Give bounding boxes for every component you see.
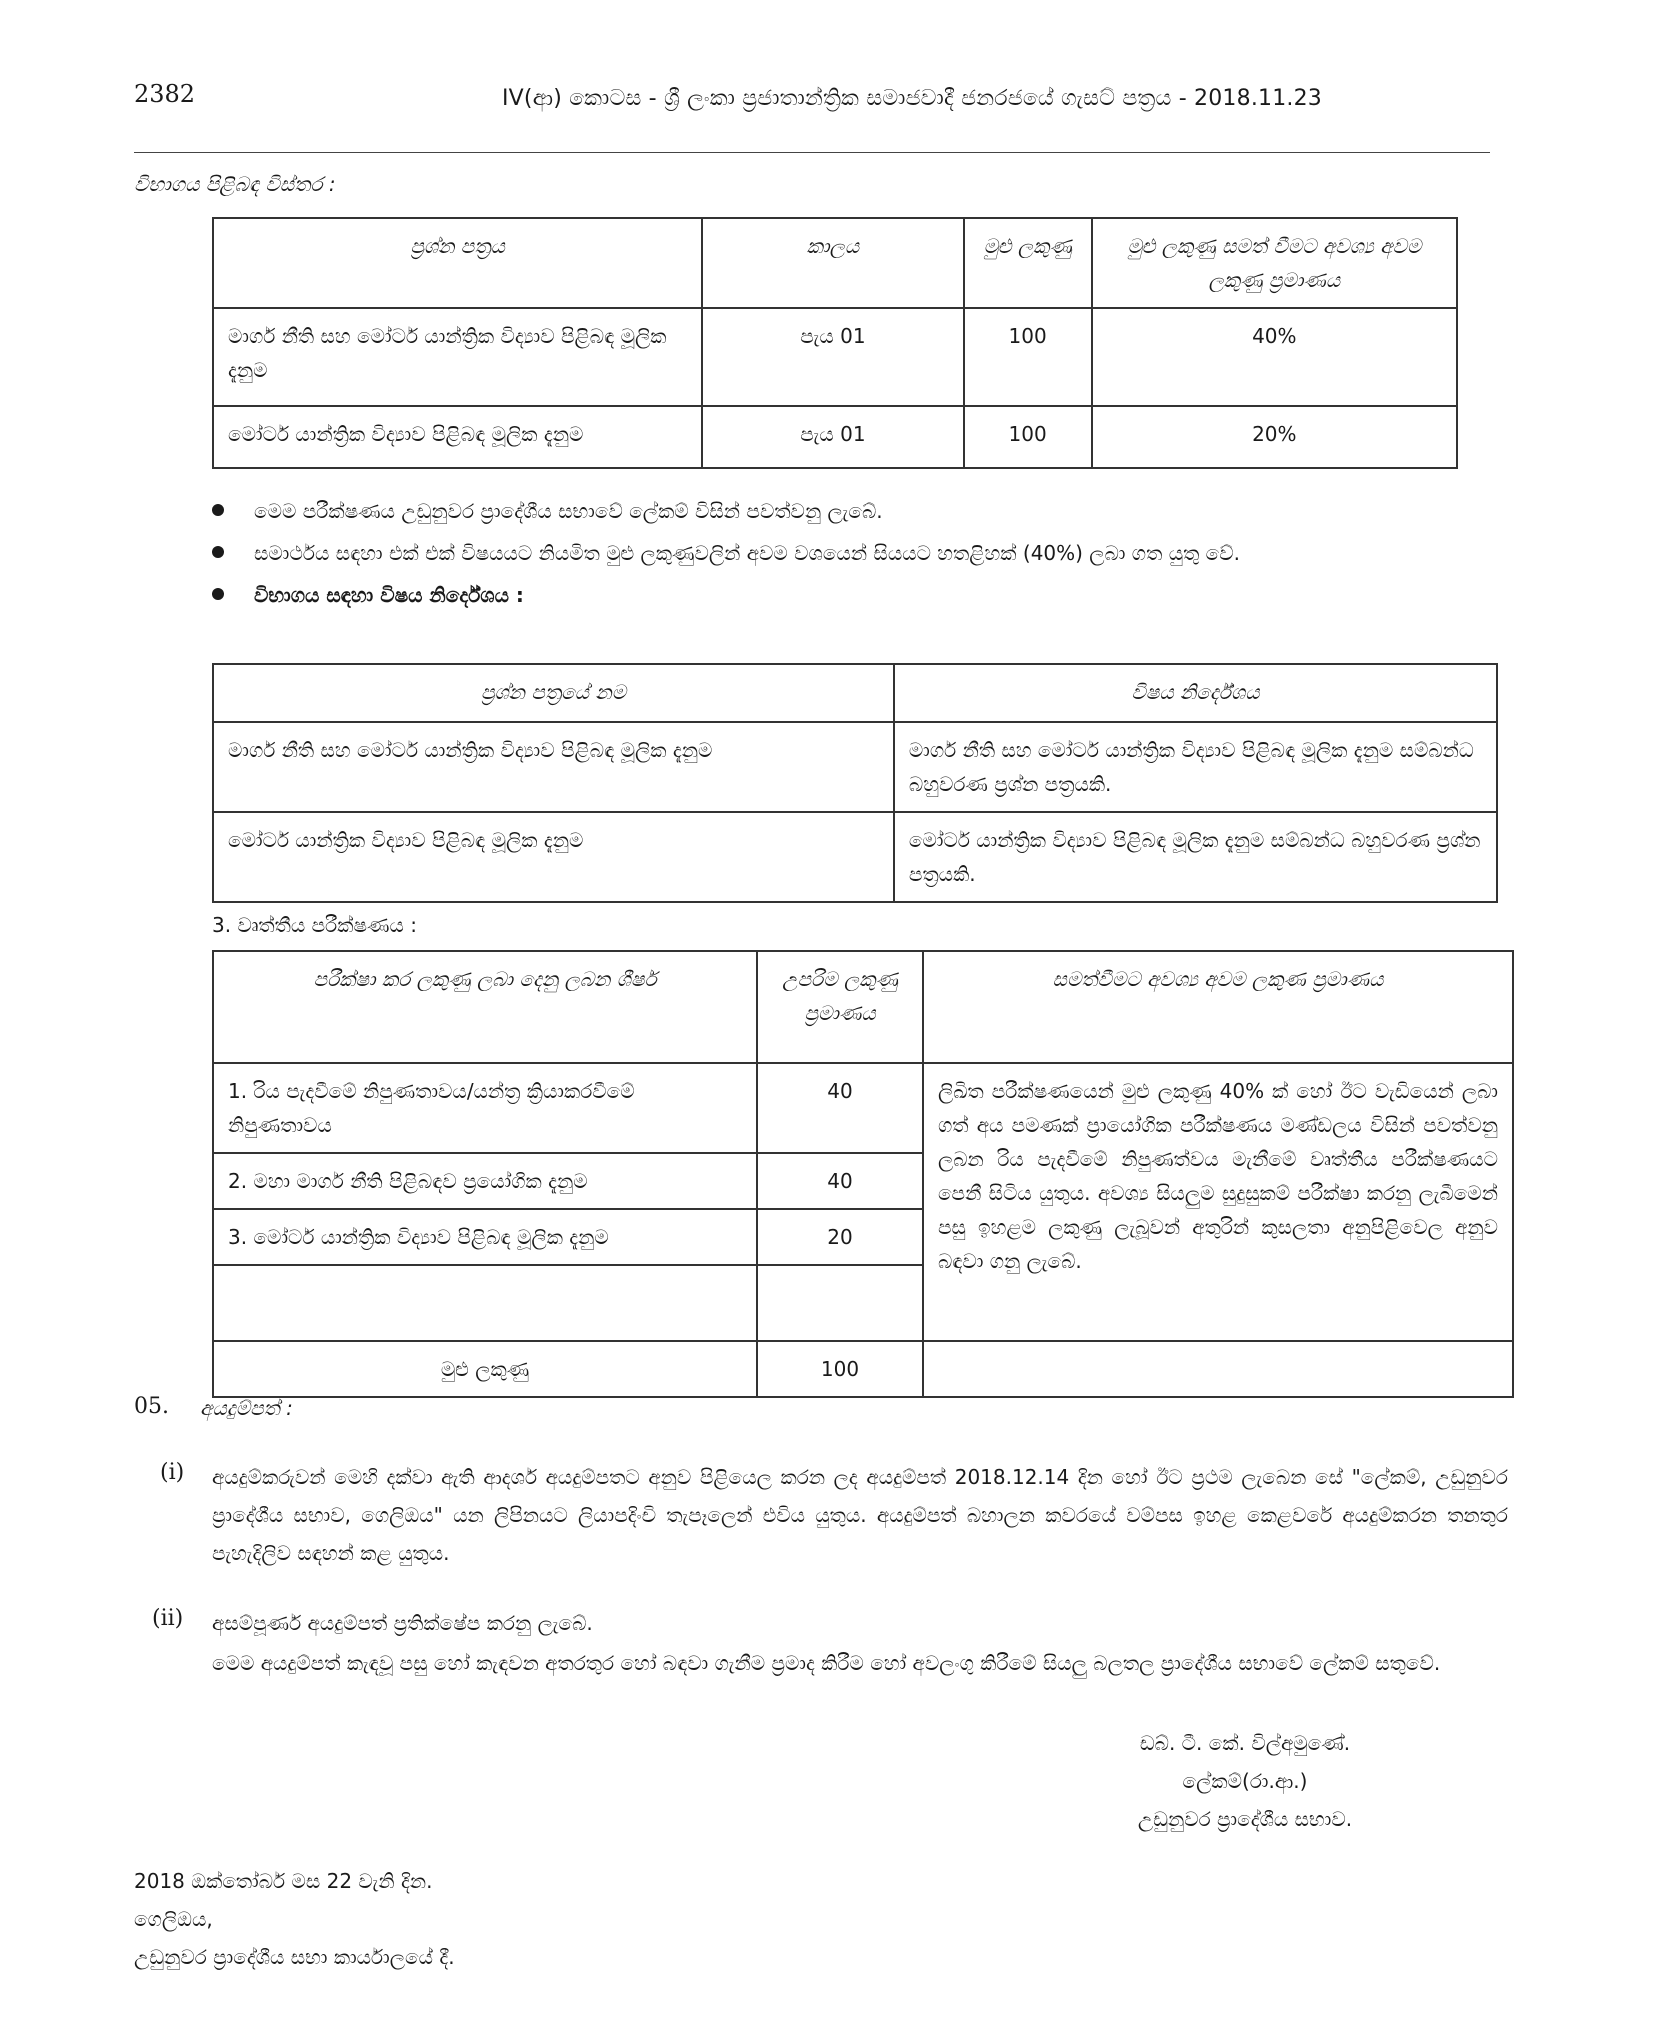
footer-block (134, 1862, 455, 1976)
cell-duration: පැය 01 (702, 406, 964, 468)
vocational-test-title: 3. වෘත්තීය පරීක්ෂණය : (212, 913, 417, 937)
table-header-row (213, 951, 1513, 1063)
table-row (213, 1063, 1513, 1153)
bullet-icon (212, 546, 224, 558)
cell-pass: 20% (1092, 406, 1457, 468)
cell-syllabus: මාර්ග නීති සහ මෝටර් යාන්ත්‍රික විද්‍යාව පිළිබඳ මූලික දැනුම සම්බන්ධ බහුවරණ ප්‍රශ්න පත්‍රයකි. (894, 722, 1497, 812)
cell-empty (923, 1341, 1513, 1397)
header-min-marks: සමත්වීමට අවශ්‍ය අවම ලකුණ ප්‍රමාණය (923, 951, 1513, 1063)
cell-max-marks (757, 1265, 923, 1341)
vocational-test-table (212, 950, 1514, 1398)
applications-title: අයදුම්පත් : (200, 1396, 293, 1420)
table-row (213, 406, 1457, 468)
page-number: 2382 (134, 80, 196, 108)
cell-max-marks: 20 (757, 1209, 923, 1265)
bullet-list (212, 492, 1512, 618)
item-label: (ii) (152, 1606, 184, 1631)
cell-max-marks: 40 (757, 1153, 923, 1209)
item-label: (i) (160, 1460, 185, 1485)
header-criteria: පරීක්ෂා කර ලකුණු ලබා දෙනු ලබන ශීර්ෂ (213, 951, 757, 1063)
cell-total-value: 100 (757, 1341, 923, 1397)
footer-date: 2018 ඔක්තෝබර් මස 22 වැනි දින. (134, 1869, 433, 1893)
header-duration: කාලය (702, 218, 964, 308)
table-row (213, 308, 1457, 406)
signatory-office: උඩුනුවර ප්‍රාදේශීය සභාව. (1137, 1807, 1353, 1831)
cell-requirement-note: ලිඛිත පරීක්ෂණයෙන් මුළු ලකුණු 40% ක් හෝ ඊට වැඩියෙන් ලබා ගත් අය පමණක් ප්‍රායෝගික පරීක්ෂණය මණ්ඩලය විසින් පවත්වනු ලබන රිය පැදවීමේ නිපුණත්වය මැනීමේ වෘත්තීය පරීක්ෂණයට පෙනී සිටිය යුතුය. අවශ්‍ය සියලුම සුදුසුකම් පරීක්ෂා කරනු ලැබීමෙන් පසු ඉහළම ලකුණු ලැබූවන් අතුරින් කුසලතා අනුපිළිවෙල අනුව බඳවා ගනු ලැබේ. (923, 1063, 1513, 1341)
header-max-marks: උපරිම ලකුණු ප්‍රමාණය (757, 951, 923, 1063)
table-row (213, 1341, 1513, 1397)
header-pass-marks: මුළු ලකුණු සමත් වීමට අවශ්‍ය අවම ලකුණු ප්‍රමාණය (1092, 218, 1457, 308)
gazette-header-title: IV(ආ) කොටස - ශ්‍රී ලංකා ප්‍රජාතාන්ත්‍රික සමාජවාදී ජනරජයේ ගැසට් පත්‍රය - 2018.11.23 (501, 86, 1322, 111)
cell-pass: 40% (1092, 308, 1457, 406)
signature-block (1080, 1724, 1410, 1838)
signatory-name: ඩබ්. ටී. කේ. විල්අමුණේ. (1139, 1731, 1351, 1755)
list-item: සමාර්ථය සඳහා එක් එක් විෂයයට නියමිත මුළු ලකුණුවලින් අවම වශයෙන් සියයට හතළිහක් (40%) ලබා ගත යුතු වේ. (212, 534, 1512, 576)
header-question-paper: ප්‍රශ්න පත්‍රය (213, 218, 702, 308)
table-header-row (213, 664, 1497, 722)
header-divider (134, 152, 1490, 153)
bullet-icon (212, 504, 224, 516)
page-header (134, 80, 1490, 120)
list-item: මෙම පරීක්ෂණය උඩුනුවර ප්‍රාදේශීය සභාවේ ලේකම් විසින් පවත්වනු ලැබේ. (212, 492, 1512, 534)
header-syllabus: විෂය නිර්දේශය (894, 664, 1497, 722)
cell-criteria: 3. මෝටර් යාන්ත්‍රික විද්‍යාව පිළිබඳ මූලික දැනුම (213, 1209, 757, 1265)
cell-paper: මෝටර් යාන්ත්‍රික විද්‍යාව පිළිබඳ මූලික දැනුම (213, 406, 702, 468)
table-header-row (213, 218, 1457, 308)
cell-max-marks: 40 (757, 1063, 923, 1153)
section-number: 05. (134, 1394, 169, 1419)
rejection-notice: අසම්පූර්ණ අයදුම්පත් ප්‍රතික්ෂේප කරනු ලැබේ. (212, 1611, 593, 1635)
cell-paper: මාර්ග නීති සහ මෝටර් යාන්ත්‍රික විද්‍යාව පිළිබඳ මූලික දැනුම (213, 308, 702, 406)
cell-duration: පැය 01 (702, 308, 964, 406)
footer-place: ගෙලිඔය, (134, 1907, 213, 1931)
table-row (213, 812, 1497, 902)
table-row (213, 722, 1497, 812)
syllabus-table (212, 663, 1498, 903)
cell-criteria: 1. රිය පැදවීමේ නිපුණතාවය/යන්ත්‍ර ක්‍රියාකරවීමේ නිපුණතාවය (213, 1063, 757, 1153)
footer-office: උඩුනුවර ප්‍රාදේශීය සභා කාර්යාලයේ දී. (134, 1945, 455, 1969)
authority-notice: මෙම අයදුම්පත් කැඳවූ පසු හෝ කැඳවන අතරතුර හෝ බඳවා ගැනීම ප්‍රමාද කිරීම හෝ අවලංගු කිරීමේ සියලු බලතල ප්‍රාදේශීය සභාවේ ලේකම් සතුවේ. (212, 1651, 1441, 1675)
header-total-marks: මුළු ලකුණු (964, 218, 1092, 308)
exam-details-title: විභාගය පිළිබඳ විස්තර : (134, 172, 336, 196)
cell-syllabus: මෝටර් යාන්ත්‍රික විද්‍යාව පිළිබඳ මූලික දැනුම සම්බන්ධ බහුවරණ ප්‍රශ්න පත්‍රයකි. (894, 812, 1497, 902)
cell-criteria: 2. මහා මාර්ග නීති පිළිබඳව ප්‍රයෝගික දැනුම (213, 1153, 757, 1209)
signatory-position: ලේකම්(රා.ආ.) (1182, 1769, 1308, 1793)
list-item: විභාගය සඳහා විෂය නිර්දේශය : (212, 576, 1512, 618)
application-instructions: අයදුම්කරුවන් මෙහි දක්වා ඇති ආදර්ශ අයදුම්පතට අනුව පිළියෙල කරන ලද අයදුම්පත් 2018.12.14 දින හෝ ඊට ප්‍රථම ලැබෙන සේ "ලේකම්, උඩුනුවර ප්‍රාදේශීය සභාව, ගෙලිඔය" යන ලිපිනයට ලියාපදිංචි තැපෑලෙන් එවිය යුතුය. අයදුම්පත් බහාලන කවරයේ වම්පස ඉහළ කෙළවරේ අයදුම්කරන තනතුර පැහැදිලිව සඳහන් කළ යුතුය. (212, 1465, 1508, 1565)
cell-marks: 100 (964, 406, 1092, 468)
cell-paper-name: මෝටර් යාන්ත්‍රික විද්‍යාව පිළිබඳ මූලික දැනුම (213, 812, 894, 902)
cell-paper-name: මාර්ග නීති සහ මෝටර් යාන්ත්‍රික විද්‍යාව පිළිබඳ මූලික දැනුම (213, 722, 894, 812)
cell-marks: 100 (964, 308, 1092, 406)
cell-criteria (213, 1265, 757, 1341)
header-paper-name: ප්‍රශ්න පත්‍රයේ නම (213, 664, 894, 722)
cell-total-label: මුළු ලකුණු (213, 1341, 757, 1397)
bullet-icon (212, 588, 224, 600)
exam-details-table (212, 217, 1458, 469)
